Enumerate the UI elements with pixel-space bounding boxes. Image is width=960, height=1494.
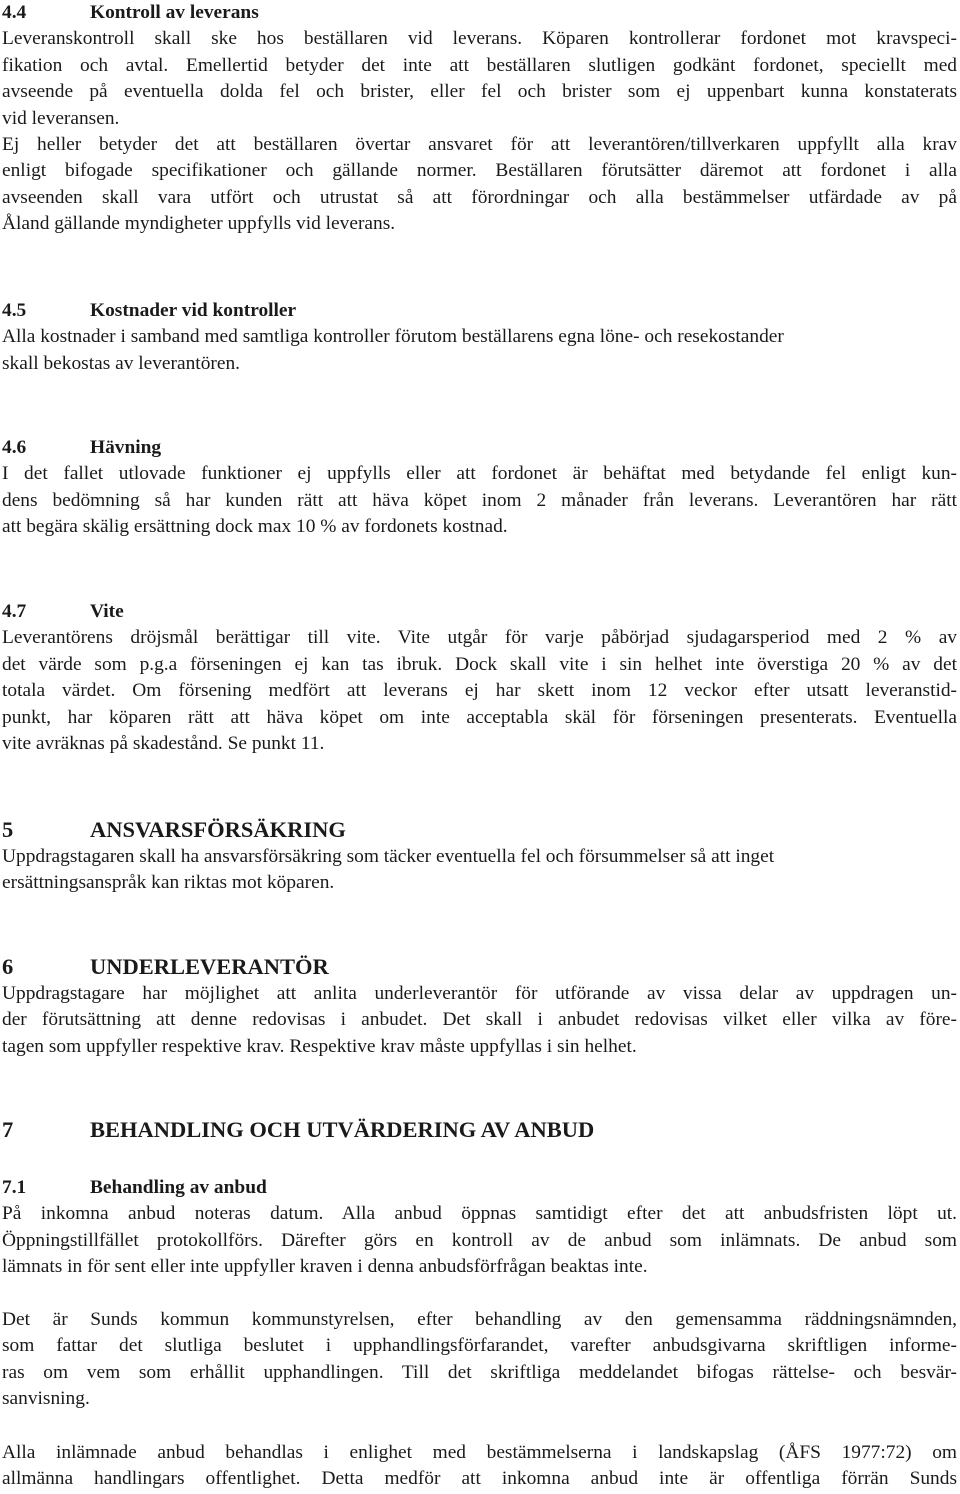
section-4-4 — [2, 0, 957, 238]
chapter-number: 7 — [2, 1117, 14, 1142]
paragraph-line: Leverantörens dröjsmål berättigar till vite. Vite utgår för varje påbörjad sjudagarsperiod med 2 % av — [2, 627, 957, 649]
paragraph-line: der förutsättning att denne redovisas i anbudet. Det skall i anbudet redovisas vilket eller vilka av före- — [2, 1009, 957, 1031]
paragraph-line: Åland gällande myndigheter uppfylls vid leverans. — [2, 213, 396, 235]
paragraph-line: ersättningsanspråk kan riktas mot köparen. — [2, 872, 335, 894]
paragraph-line: totala värdet. Om försening medfört att leverans ej har skett inom 12 veckor efter utsatt leveranstid- — [2, 680, 957, 702]
chapter-heading — [2, 953, 957, 981]
section-7-1-paragraph-3 — [2, 1440, 957, 1493]
section-number: 4.5 — [2, 300, 27, 321]
chapter-title: UNDERLEVERANTÖR — [90, 954, 329, 979]
paragraph-line: Uppdragstagaren skall ha ansvarsförsäkring som täcker eventuella fel och försummelser så att inget — [2, 846, 775, 867]
section-number: 4.7 — [2, 601, 27, 622]
paragraph-line: vid leveransen. — [2, 107, 120, 129]
paragraph-line: I det fallet utlovade funktioner ej uppfylls eller att fordonet är behäftat med betydande fel enligt kun- — [2, 463, 957, 485]
paragraph-line: tagen som uppfyller respektive krav. Respektive krav måste uppfyllas i sin helhet. — [2, 1035, 637, 1057]
chapter-number: 5 — [2, 817, 14, 842]
section-title: Kontroll av leverans — [90, 2, 259, 23]
section-number: 4.6 — [2, 437, 27, 458]
section-title: Vite — [90, 601, 124, 622]
chapter-title: ANSVARSFÖRSÄKRING — [90, 817, 346, 842]
section-6 — [2, 953, 957, 1060]
paragraph-line: skall bekostas av leverantören. — [2, 352, 240, 374]
section-heading — [2, 0, 957, 26]
section-number: 4.4 — [2, 2, 27, 23]
paragraph-line: punkt, har köparen rätt att häva köpet om inte acceptabla skäl för förseningen presenterats. Eventuella — [2, 706, 957, 728]
section-number: 7.1 — [2, 1177, 27, 1198]
section-7 — [2, 1116, 957, 1144]
paragraph-line: Öppningstillfället protokollförs. Därefter görs en kontroll av de anbud som inlämnats. De anbud som — [2, 1229, 957, 1251]
section-5 — [2, 816, 957, 897]
section-4-7 — [2, 599, 957, 757]
paragraph-line: avseenden skall vara utfört och utrustat så att förordningar och alla bestämmelser utfärdade av på — [2, 186, 957, 208]
paragraph-line: avseende på eventuella dolda fel och brister, eller fel och brister som ej uppenbart kunna konstaterats — [2, 81, 957, 103]
chapter-heading — [2, 1116, 957, 1144]
paragraph-line: som fattar det slutliga beslutet i upphandlingsförfarandet, varefter anbudsgivarna skriftligen informe- — [2, 1335, 957, 1357]
section-4-5 — [2, 298, 957, 377]
paragraph-line: vite avräknas på skadestånd. Se punkt 11. — [2, 732, 325, 754]
paragraph-line: att begära skälig ersättning dock max 10 % av fordonets kostnad. — [2, 516, 508, 538]
paragraph-line: allmänna handlingars offentlighet. Detta medför att inkomna anbud inte är offentliga förrän Sunds — [2, 1468, 957, 1490]
section-heading — [2, 298, 957, 324]
section-7-1 — [2, 1175, 957, 1281]
paragraph-line: sanvisning. — [2, 1388, 90, 1410]
paragraph-line: enligt bifogade specifikationer och gällande normer. Beställaren förutsätter däremot att fordonet i alla — [2, 160, 957, 182]
paragraph-line: Ej heller betyder det att beställaren övertar ansvaret för att leverantören/tillverkaren uppfyllt alla krav — [2, 133, 957, 155]
paragraph-line: Uppdragstagare har möjlighet att anlita underleverantör för utförande av vissa delar av uppdragen un- — [2, 983, 957, 1004]
chapter-title: BEHANDLING OCH UTVÄRDERING AV ANBUD — [90, 1117, 595, 1142]
paragraph-line: Alla inlämnade anbud behandlas i enlighet med bestämmelserna i landskapslag (ÅFS 1977:72) om — [2, 1442, 957, 1463]
section-title: Hävning — [90, 437, 162, 458]
section-4-6 — [2, 435, 957, 541]
chapter-heading — [2, 816, 957, 844]
paragraph-line: På inkomna anbud noteras datum. Alla anbud öppnas samtidigt efter det att anbudsfristen löpt ut. — [2, 1203, 957, 1225]
section-7-1-paragraph-2 — [2, 1307, 957, 1413]
paragraph-line: Leveranskontroll skall ske hos beställaren vid leverans. Köparen kontrollerar fordonet mot kravspeci- — [2, 28, 957, 50]
paragraph-line: dens bedömning så har kunden rätt att häva köpet inom 2 månader från leverans. Leverantören har rätt — [2, 489, 957, 511]
paragraph-line: lämnats in för sent eller inte uppfyller kraven i denna anbudsförfrågan beaktas inte. — [2, 1256, 648, 1278]
paragraph-line: det värde som p.g.a förseningen ej kan tas ibruk. Dock skall vite i sin helhet inte överstiga 20 % av det — [2, 653, 957, 675]
paragraph-line: ras om vem som erhållit upphandlingen. Till det skriftliga meddelandet bifogas rättelse- och besvär- — [2, 1361, 957, 1383]
section-heading — [2, 435, 957, 461]
section-title: Behandling av anbud — [90, 1177, 267, 1198]
paragraph-line: Alla kostnader i samband med samtliga kontroller förutom beställarens egna löne- och resekostander — [2, 326, 784, 348]
paragraph-line: fikation och avtal. Emellertid betyder det inte att beställaren slutligen godkänt fordonet, speciellt med — [2, 54, 957, 76]
section-heading — [2, 599, 957, 625]
section-title: Kostnader vid kontroller — [90, 300, 297, 321]
chapter-number: 6 — [2, 954, 14, 979]
paragraph-line: Det är Sunds kommun kommunstyrelsen, efter behandling av den gemensamma räddningsnämnden, — [2, 1309, 957, 1330]
section-heading — [2, 1175, 957, 1201]
